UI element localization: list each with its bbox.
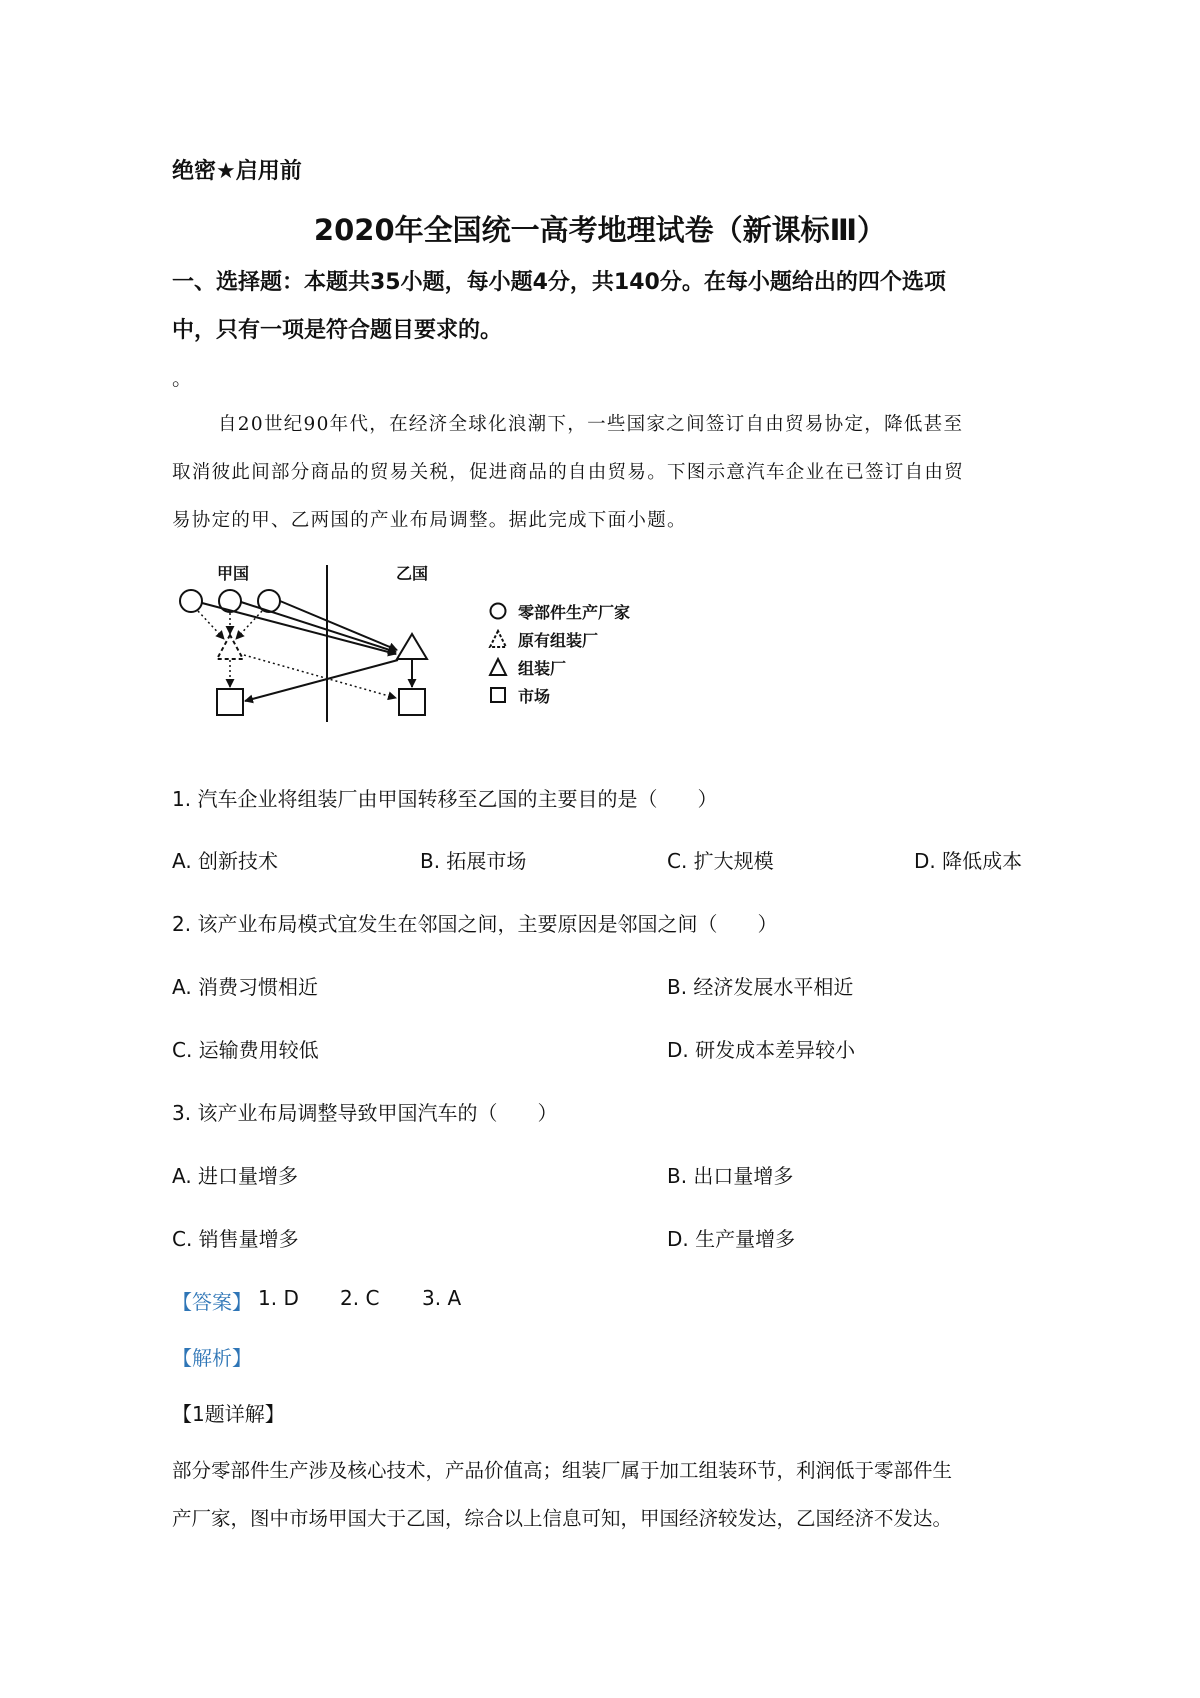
circle-icon bbox=[488, 601, 508, 621]
question-3-option-b[interactable]: B. 出口量增多 bbox=[667, 1164, 794, 1188]
passage-line1: 自20世纪90年代，在经济全球化浪潮下，一些国家之间签订自由贸易协定，降低甚至 bbox=[218, 414, 964, 435]
question-1-stem: 1. 汽车企业将组装厂由甲国转移至乙国的主要目的是（ ） bbox=[172, 787, 718, 811]
section-heading-line1: 一、选择题：本题共35小题，每小题4分，共140分。在每小题给出的四个选项 bbox=[172, 270, 946, 295]
question-1-option-a[interactable]: A. 创新技术 bbox=[172, 849, 279, 873]
answer-tag: 【答案】 bbox=[172, 1290, 252, 1314]
legend-item-parts bbox=[488, 598, 658, 626]
new-assembly-plant bbox=[397, 634, 427, 659]
legend-label: 零部件生产厂家 bbox=[518, 603, 631, 622]
question-2-option-a[interactable]: A. 消费习惯相近 bbox=[172, 975, 319, 999]
legend-item-assembly bbox=[488, 654, 658, 682]
question-3-option-c[interactable]: C. 销售量增多 bbox=[172, 1227, 299, 1251]
passage-line2: 取消彼此间部分商品的贸易关税，促进商品的自由贸易。下图示意汽车企业在已签订自由贸 bbox=[172, 462, 965, 483]
question-1-option-b[interactable]: B. 拓展市场 bbox=[420, 849, 527, 873]
analysis-tag: 【解析】 bbox=[172, 1346, 252, 1370]
question-1-option-c[interactable]: C. 扩大规模 bbox=[667, 849, 774, 873]
market-b bbox=[399, 689, 425, 715]
market-a bbox=[217, 689, 243, 715]
legend-label: 原有组装厂 bbox=[518, 631, 599, 650]
analysis-line2: 产厂家，图中市场甲国大于乙国，综合以上信息可知，甲国经济较发达，乙国经济不发达。 bbox=[172, 1507, 953, 1530]
legend-label: 市场 bbox=[518, 687, 551, 706]
dashed-triangle-icon bbox=[488, 629, 508, 649]
question-3-option-a[interactable]: A. 进口量增多 bbox=[172, 1164, 299, 1188]
triangle-icon bbox=[488, 657, 508, 677]
question-2-option-b[interactable]: B. 经济发展水平相近 bbox=[667, 975, 854, 999]
legend-item-old-assembly bbox=[488, 626, 658, 654]
question-2-option-c[interactable]: C. 运输费用较低 bbox=[172, 1038, 319, 1062]
country-b-label: 乙国 bbox=[396, 564, 429, 583]
legend-item-market bbox=[488, 682, 658, 710]
question-3-stem: 3. 该产业布局调整导致甲国汽车的（ ） bbox=[172, 1101, 558, 1125]
analysis-subheading: 【1题详解】 bbox=[172, 1402, 285, 1426]
legend-label: 组装厂 bbox=[518, 659, 567, 678]
stray-period: 。 bbox=[172, 366, 192, 390]
diagram-svg bbox=[172, 555, 492, 730]
question-2-stem: 2. 该产业布局模式宜发生在邻国之间，主要原因是邻国之间（ ） bbox=[172, 912, 778, 936]
answer-1: 1. D bbox=[258, 1286, 299, 1310]
confidential-mark: 绝密★启用前 bbox=[172, 159, 302, 184]
question-1-option-d[interactable]: D. 降低成本 bbox=[914, 849, 1023, 873]
country-a-label: 甲国 bbox=[217, 564, 250, 583]
question-3-option-d[interactable]: D. 生产量增多 bbox=[667, 1227, 796, 1251]
analysis-line1: 部分零部件生产涉及核心技术，产品价值高；组装厂属于加工组装环节，利润低于零部件生 bbox=[172, 1459, 953, 1482]
diagram-legend bbox=[488, 598, 658, 710]
page-title: 2020年全国统一高考地理试卷（新课标Ⅲ） bbox=[313, 213, 887, 247]
question-2-option-d[interactable]: D. 研发成本差异较小 bbox=[667, 1038, 856, 1062]
answer-3: 3. A bbox=[422, 1286, 462, 1310]
parts-factory-1 bbox=[180, 590, 202, 612]
answer-2: 2. C bbox=[340, 1286, 380, 1310]
passage-line3: 易协定的甲、乙两国的产业布局调整。据此完成下面小题。 bbox=[172, 510, 687, 531]
section-heading-line2: 中，只有一项是符合题目要求的。 bbox=[172, 318, 503, 343]
old-assembly-plant bbox=[217, 635, 243, 659]
square-icon bbox=[488, 685, 508, 705]
